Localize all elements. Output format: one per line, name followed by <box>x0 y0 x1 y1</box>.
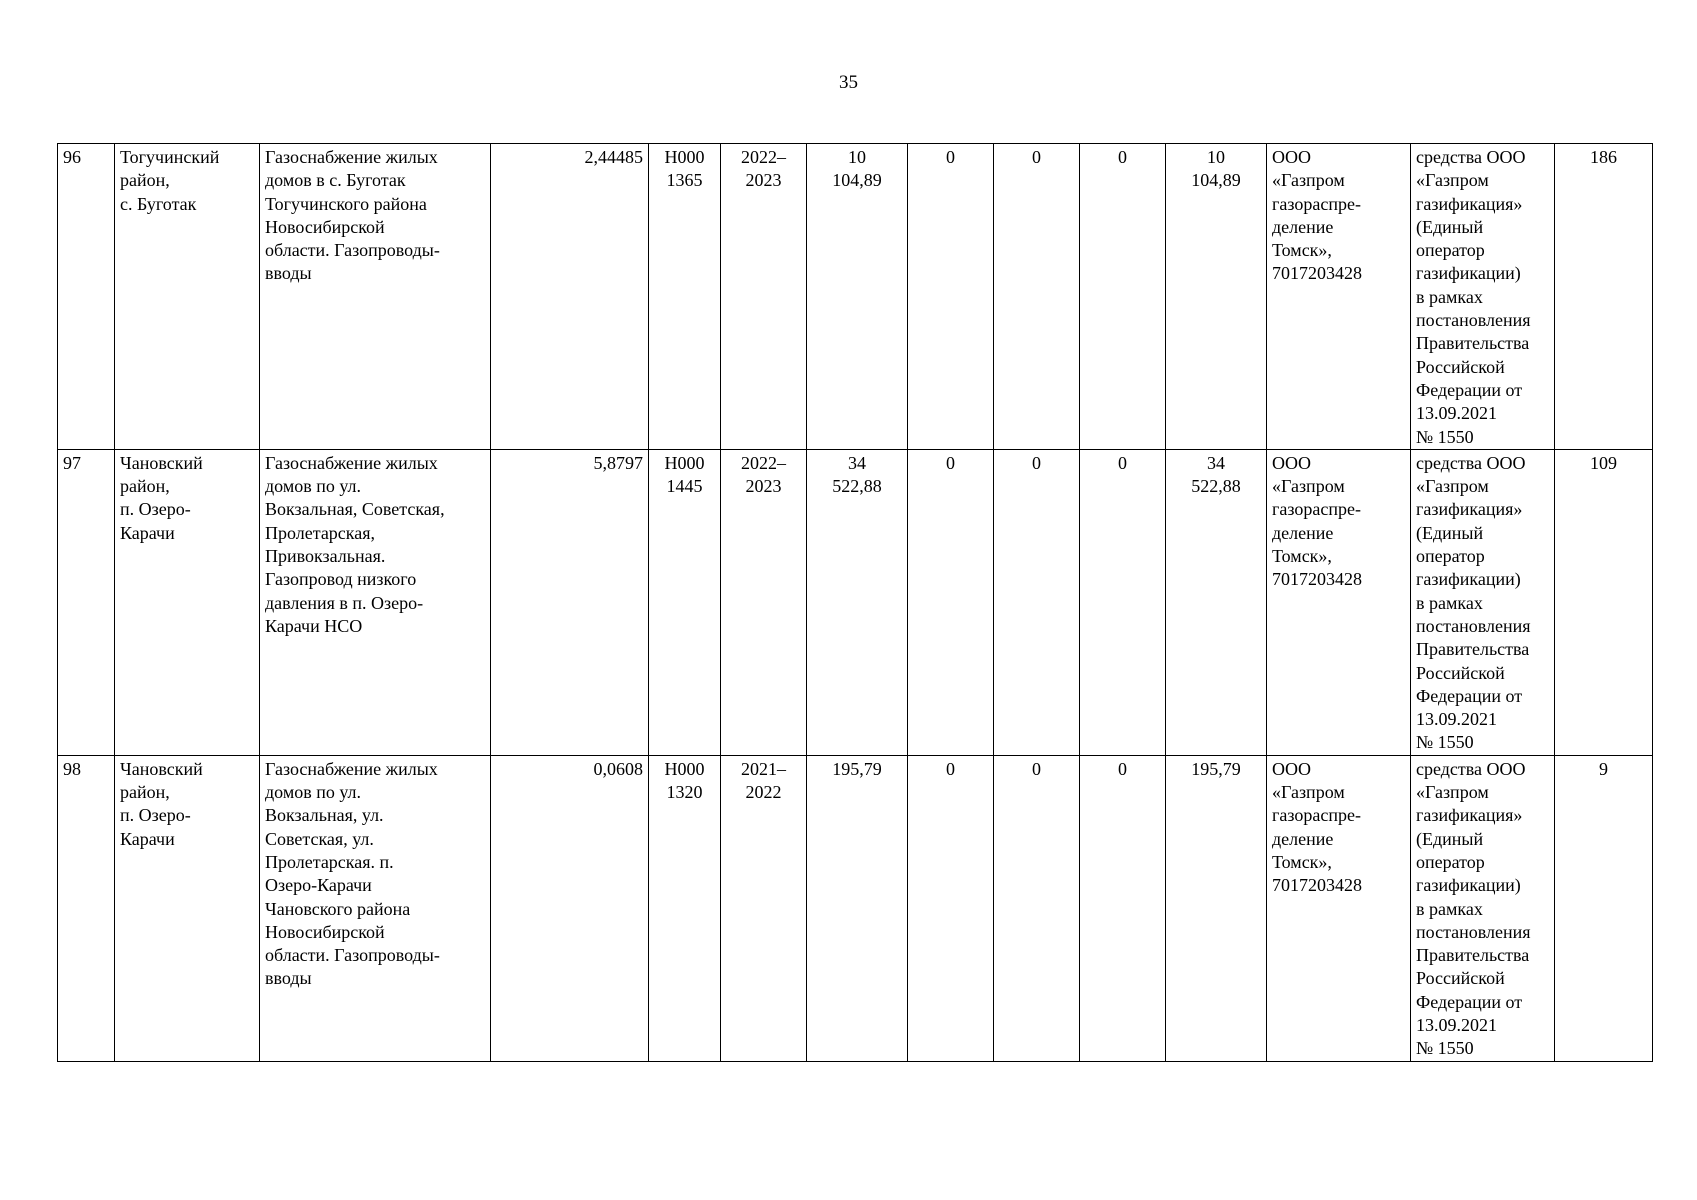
object-text: Газоснабжение жилых домов в с. Буготак Тогучинского района Новосибирской области. Газопроводы- вводы <box>265 147 440 284</box>
object-cell <box>260 144 491 450</box>
object-text: Газоснабжение жилых домов по ул. Вокзальная, ул. Советская, ул. Пролетарская. п. Озеро-Карачи Чановского района Новосибирской области. Газопроводы- вводы <box>265 758 440 989</box>
row-number: 97 <box>58 449 115 755</box>
executor-cell <box>1267 144 1411 450</box>
value-cell: 0 <box>994 755 1080 1061</box>
object-cell <box>260 755 491 1061</box>
value-cell <box>1166 449 1267 755</box>
value-cell: 0 <box>908 755 994 1061</box>
last-column-cell: 109 <box>1555 449 1653 755</box>
executor-text: ООО «Газпром газораспре- деление Томск», 7017203428 <box>1272 758 1362 896</box>
district-text: Чановский район, п. Озеро- Карачи <box>120 758 203 849</box>
code-text: Н000 1445 <box>664 452 705 497</box>
last-column-cell: 186 <box>1555 144 1653 450</box>
value-cell <box>1166 755 1267 1061</box>
value-text: 195,79 <box>1191 758 1241 779</box>
funding-source-cell <box>1411 755 1555 1061</box>
length-cell: 0,0608 <box>491 755 649 1061</box>
total-text: 195,79 <box>832 758 882 779</box>
code-cell <box>649 144 721 450</box>
total-cell <box>807 449 908 755</box>
row-number: 96 <box>58 144 115 450</box>
funding-source-cell <box>1411 449 1555 755</box>
length-cell: 5,8797 <box>491 449 649 755</box>
period-cell <box>721 755 807 1061</box>
value-cell: 0 <box>994 144 1080 450</box>
executor-text: ООО «Газпром газораспре- деление Томск», 7017203428 <box>1272 147 1362 284</box>
value-cell: 0 <box>994 449 1080 755</box>
value-cell: 0 <box>908 144 994 450</box>
period-text: 2021– 2022 <box>741 758 786 803</box>
funding-source-text: средства ООО «Газпром газификация» (Единый оператор газификации) в рамках постановления Правительства Российской Федерации от 13.09.2021 № 1550 <box>1416 452 1531 753</box>
period-cell <box>721 449 807 755</box>
value-cell: 0 <box>1080 449 1166 755</box>
code-cell <box>649 449 721 755</box>
total-text: 10 104,89 <box>832 147 882 191</box>
value-cell: 0 <box>1080 144 1166 450</box>
district-cell <box>115 755 260 1061</box>
executor-cell <box>1267 755 1411 1061</box>
value-cell: 0 <box>1080 755 1166 1061</box>
page-number: 35 <box>839 72 858 93</box>
value-cell <box>1166 144 1267 450</box>
gas-supply-table <box>57 143 1653 1062</box>
value-cell: 0 <box>908 449 994 755</box>
district-cell <box>115 449 260 755</box>
total-text: 34 522,88 <box>832 452 882 497</box>
value-text: 34 522,88 <box>1191 452 1241 497</box>
funding-source-text: средства ООО «Газпром газификация» (Единый оператор газификации) в рамках постановления Правительства Российской Федерации от 13.09.2021 № 1550 <box>1416 758 1531 1059</box>
object-cell <box>260 449 491 755</box>
length-cell: 2,44485 <box>491 144 649 450</box>
code-text: Н000 1320 <box>664 758 705 803</box>
code-text: Н000 1365 <box>664 147 705 191</box>
last-column-cell: 9 <box>1555 755 1653 1061</box>
period-cell <box>721 144 807 450</box>
object-text: Газоснабжение жилых домов по ул. Вокзальная, Советская, Пролетарская, Привокзальная. Газопровод низкого давления в п. Озеро- Карачи НСО <box>265 452 445 636</box>
district-text: Чановский район, п. Озеро- Карачи <box>120 452 203 543</box>
row-number: 98 <box>58 755 115 1061</box>
period-text: 2022– 2023 <box>741 452 786 497</box>
executor-text: ООО «Газпром газораспре- деление Томск», 7017203428 <box>1272 452 1362 590</box>
funding-source-text: средства ООО «Газпром газификация» (Единый оператор газификации) в рамках постановления Правительства Российской Федерации от 13.09.2021 № 1550 <box>1416 147 1531 447</box>
table-row <box>58 144 1653 450</box>
total-cell <box>807 144 908 450</box>
district-text: Тогучинский район, с. Буготак <box>120 147 220 214</box>
table-row <box>58 449 1653 755</box>
table-row <box>58 755 1653 1061</box>
value-text: 10 104,89 <box>1191 147 1241 191</box>
funding-source-cell <box>1411 144 1555 450</box>
code-cell <box>649 755 721 1061</box>
executor-cell <box>1267 449 1411 755</box>
district-cell <box>115 144 260 450</box>
total-cell <box>807 755 908 1061</box>
period-text: 2022– 2023 <box>741 147 786 191</box>
